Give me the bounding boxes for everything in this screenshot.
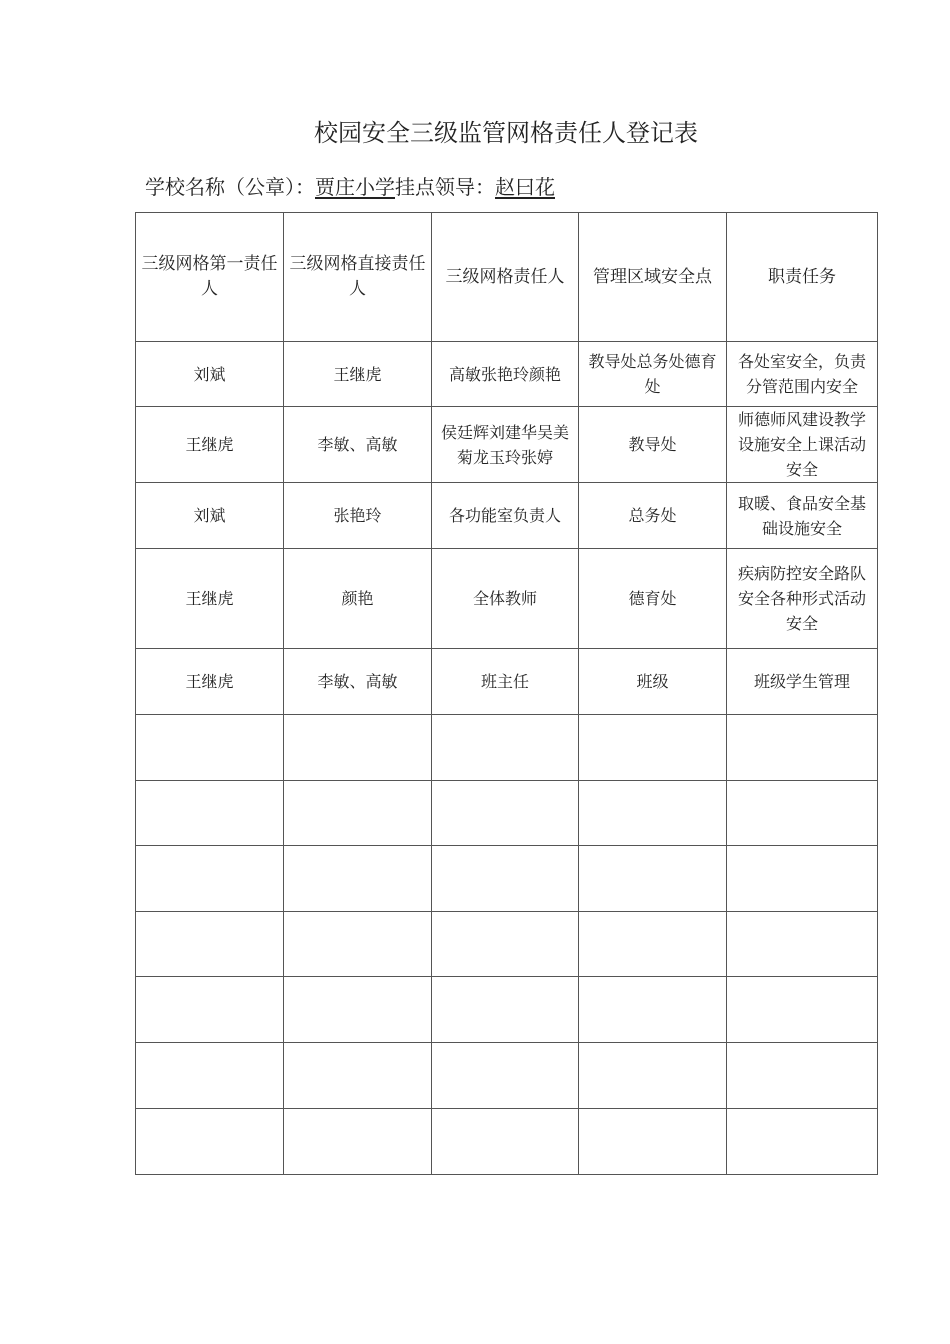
table-cell bbox=[432, 715, 579, 781]
table-header-row bbox=[136, 213, 878, 342]
column-header-safety-area: 管理区域安全点 bbox=[579, 213, 727, 342]
school-info-line bbox=[145, 171, 555, 200]
table-cell: 疾病防控安全路队安全各种形式活动安全 bbox=[727, 549, 878, 649]
table-row bbox=[136, 715, 878, 781]
table-cell bbox=[136, 1043, 284, 1109]
table-cell: 李敏、高敏 bbox=[284, 649, 432, 715]
table-cell bbox=[727, 977, 878, 1043]
table-cell bbox=[136, 715, 284, 781]
table-cell: 教导处 bbox=[579, 407, 727, 483]
responsibility-table bbox=[135, 212, 878, 1175]
table-cell bbox=[579, 977, 727, 1043]
table-cell bbox=[579, 781, 727, 846]
table-cell: 王继虎 bbox=[284, 342, 432, 407]
table-cell: 李敏、高敏 bbox=[284, 407, 432, 483]
table-cell bbox=[579, 912, 727, 977]
table-cell bbox=[136, 912, 284, 977]
table-cell bbox=[727, 1043, 878, 1109]
table-cell: 班级学生管理 bbox=[727, 649, 878, 715]
table-cell bbox=[432, 781, 579, 846]
table-cell bbox=[284, 846, 432, 912]
column-header-direct-responsible: 三级网格直接责任人 bbox=[284, 213, 432, 342]
table-cell: 刘斌 bbox=[136, 342, 284, 407]
table-cell bbox=[284, 781, 432, 846]
table-cell bbox=[579, 1109, 727, 1175]
leader-name-value: 赵曰花 bbox=[495, 175, 555, 199]
column-header-responsible: 三级网格责任人 bbox=[432, 213, 579, 342]
table-cell: 班级 bbox=[579, 649, 727, 715]
table-cell bbox=[136, 846, 284, 912]
table-cell: 颜艳 bbox=[284, 549, 432, 649]
table-cell bbox=[727, 846, 878, 912]
table-cell bbox=[727, 1109, 878, 1175]
table-cell: 总务处 bbox=[579, 483, 727, 549]
table-cell bbox=[284, 1043, 432, 1109]
table-cell bbox=[579, 846, 727, 912]
table-cell: 王继虎 bbox=[136, 407, 284, 483]
page-title: 校园安全三级监管网格责任人登记表 bbox=[314, 119, 698, 147]
table-cell bbox=[579, 715, 727, 781]
table-row bbox=[136, 1109, 878, 1175]
leader-label: 挂点领导： bbox=[395, 175, 495, 199]
school-name-value: 贾庄小学 bbox=[315, 175, 395, 199]
table-row bbox=[136, 977, 878, 1043]
table-cell: 侯廷辉刘建华吴美菊龙玉玲张婷 bbox=[432, 407, 579, 483]
table-row bbox=[136, 781, 878, 846]
table-cell bbox=[432, 1043, 579, 1109]
table-cell: 张艳玲 bbox=[284, 483, 432, 549]
table-cell: 王继虎 bbox=[136, 649, 284, 715]
table-row bbox=[136, 649, 878, 715]
table-cell: 德育处 bbox=[579, 549, 727, 649]
table-cell: 班主任 bbox=[432, 649, 579, 715]
table-cell: 取暖、食品安全基础设施安全 bbox=[727, 483, 878, 549]
table-row bbox=[136, 342, 878, 407]
table-cell: 教导处总务处德育处 bbox=[579, 342, 727, 407]
table-cell bbox=[432, 846, 579, 912]
table-cell: 王继虎 bbox=[136, 549, 284, 649]
table-row bbox=[136, 846, 878, 912]
table-cell: 高敏张艳玲颜艳 bbox=[432, 342, 579, 407]
table-row bbox=[136, 549, 878, 649]
table-cell: 各处室安全，负责分管范围内安全 bbox=[727, 342, 878, 407]
table-cell bbox=[284, 977, 432, 1043]
table-cell bbox=[284, 912, 432, 977]
table-cell bbox=[727, 715, 878, 781]
table-cell: 各功能室负责人 bbox=[432, 483, 579, 549]
table-cell bbox=[136, 781, 284, 846]
school-name-label: 学校名称（公章）： bbox=[145, 175, 315, 199]
table-cell bbox=[727, 912, 878, 977]
table-cell: 师德师风建设教学设施安全上课活动安全 bbox=[727, 407, 878, 483]
table-row bbox=[136, 407, 878, 483]
column-header-first-responsible: 三级网格第一责任人 bbox=[136, 213, 284, 342]
table-cell bbox=[432, 1109, 579, 1175]
table-cell: 刘斌 bbox=[136, 483, 284, 549]
table-row bbox=[136, 483, 878, 549]
table-cell bbox=[432, 977, 579, 1043]
table-row bbox=[136, 912, 878, 977]
table-cell bbox=[284, 1109, 432, 1175]
table-cell bbox=[136, 1109, 284, 1175]
table-row bbox=[136, 1043, 878, 1109]
table-cell bbox=[579, 1043, 727, 1109]
table-cell bbox=[284, 715, 432, 781]
table-cell bbox=[136, 977, 284, 1043]
column-header-duties: 职责任务 bbox=[727, 213, 878, 342]
table-cell bbox=[727, 781, 878, 846]
table-cell: 全体教师 bbox=[432, 549, 579, 649]
table-cell bbox=[432, 912, 579, 977]
